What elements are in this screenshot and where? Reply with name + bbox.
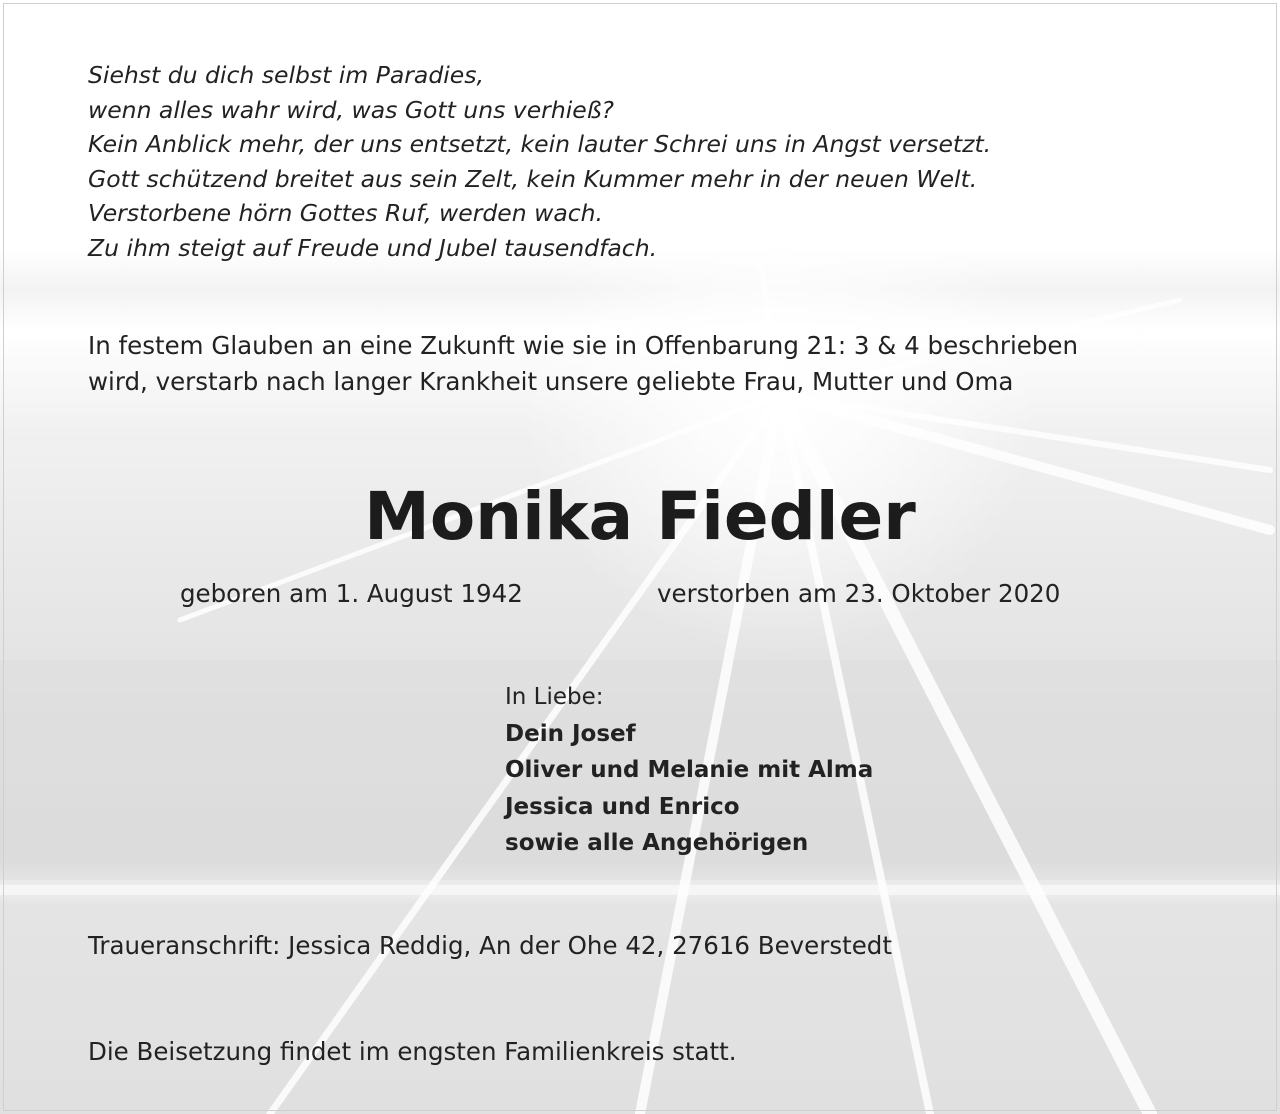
mourner-name: Dein Josef xyxy=(505,720,636,747)
mourning-address: Traueranschrift: Jessica Reddig, An der Ohe 42, 27616 Beverstedt xyxy=(88,931,892,960)
poem xyxy=(88,58,991,266)
mourners-list xyxy=(505,679,873,862)
death-date: verstorben am 23. Oktober 2020 xyxy=(657,579,1061,608)
mourner-name: Jessica und Enrico xyxy=(505,793,740,820)
birth-date: geboren am 1. August 1942 xyxy=(180,579,523,608)
burial-notice: Die Beisetzung findet im engsten Familienkreis statt. xyxy=(88,1037,737,1066)
intro-line: In festem Glauben an eine Zukunft wie sie in Offenbarung 21: 3 & 4 beschrieben xyxy=(88,331,1079,360)
mourner-name: Oliver und Melanie mit Alma xyxy=(505,757,874,783)
intro-line: wird, verstarb nach langer Krankheit unsere geliebte Frau, Mutter und Oma xyxy=(88,367,1014,396)
deceased-name: Monika Fiedler xyxy=(364,478,916,555)
poem-line: Verstorbene hörn Gottes Ruf, werden wach. xyxy=(88,199,604,228)
mourners-intro: In Liebe: xyxy=(505,684,604,710)
poem-line: wenn alles wahr wird, was Gott uns verhieß? xyxy=(88,95,614,124)
poem-line: Gott schützend breitet aus sein Zelt, kein Kummer mehr in der neuen Welt. xyxy=(88,164,978,193)
poem-line: Kein Anblick mehr, der uns entsetzt, kein lauter Schrei uns in Angst versetzt. xyxy=(88,130,992,159)
poem-line: Siehst du dich selbst im Paradies, xyxy=(88,61,484,89)
mourner-name: sowie alle Angehörigen xyxy=(505,830,809,856)
poem-line: Zu ihm steigt auf Freude und Jubel tausendfach. xyxy=(88,233,658,262)
intro-text xyxy=(88,328,1078,400)
